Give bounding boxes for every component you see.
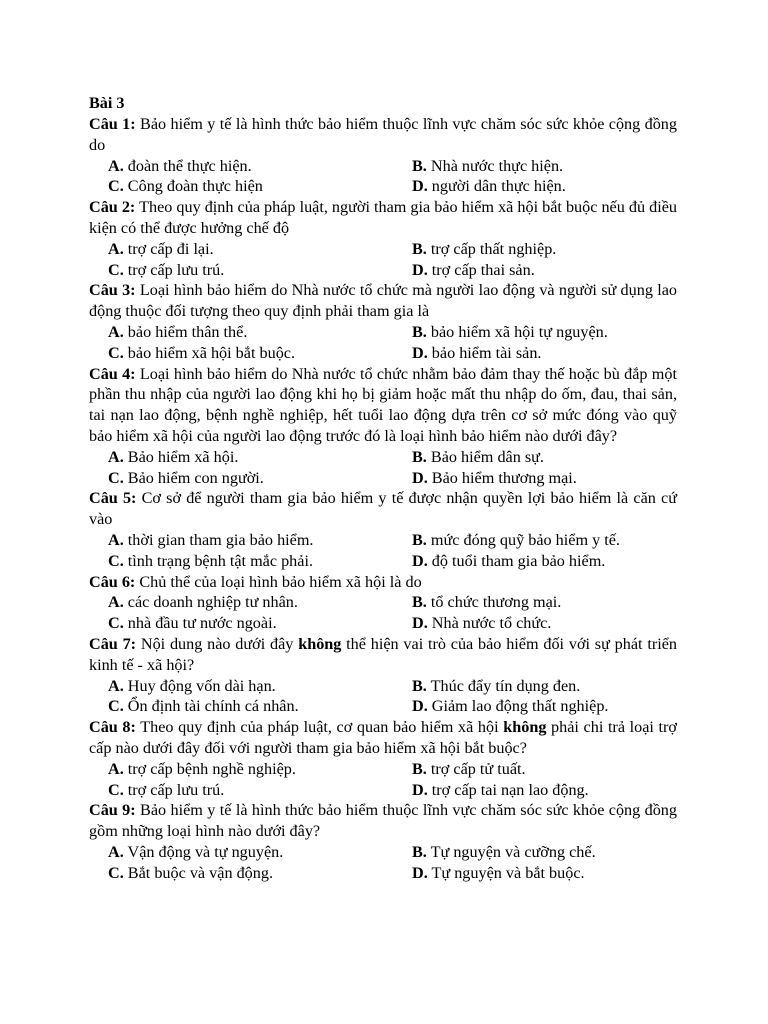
- question-number: Câu 3:: [89, 281, 136, 300]
- option-label: C.: [108, 780, 124, 799]
- question-stem: Bảo hiểm y tế là hình thức bảo hiểm thuộc lĩnh vực chăm sóc sức khỏe cộng đồng do: [89, 115, 677, 154]
- option-label: A.: [108, 593, 124, 612]
- option-text: bảo hiểm xã hội tự nguyện.: [426, 322, 608, 341]
- option-label: B.: [412, 322, 427, 341]
- option-text: Nhà nước tổ chức.: [427, 614, 552, 633]
- answer-option-b: [412, 842, 677, 863]
- question-stem: Cơ sở để người tham gia bảo hiểm y tế được nhận quyền lợi bảo hiểm là căn cứ vào: [89, 489, 677, 529]
- answer-options: [89, 592, 677, 634]
- answer-options: [89, 447, 677, 489]
- option-label: C.: [108, 468, 124, 487]
- option-label: C.: [108, 551, 124, 570]
- question-6: [89, 572, 677, 634]
- answer-options: [89, 530, 677, 572]
- option-text: tình trạng bệnh tật mắc phải.: [123, 551, 313, 570]
- question-text: [89, 114, 677, 156]
- answer-option-d: [412, 696, 677, 717]
- question-2: [89, 197, 677, 280]
- option-text: trợ cấp lưu trú.: [123, 260, 225, 279]
- question-text: [89, 800, 677, 842]
- answer-option-b: [412, 239, 677, 260]
- answer-option-d: [412, 551, 677, 572]
- answer-options: [89, 239, 677, 281]
- question-8: [89, 717, 677, 800]
- question-number: Câu 9:: [89, 801, 136, 820]
- question-text: [89, 197, 677, 239]
- question-number: Câu 5:: [89, 489, 137, 508]
- option-label: A.: [108, 759, 124, 778]
- answer-options: [89, 322, 677, 364]
- answer-option-d: [412, 863, 677, 884]
- question-number: Câu 2:: [89, 198, 136, 217]
- answer-option-d: [412, 176, 677, 197]
- question-text: [89, 488, 677, 530]
- option-text: Nhà nước thực hiện.: [426, 156, 564, 175]
- answer-option-b: [412, 592, 677, 613]
- option-text: thời gian tham gia bảo hiểm.: [123, 530, 314, 549]
- option-text: Ổn định tài chính cá nhân.: [123, 697, 299, 716]
- answer-options: [89, 676, 677, 718]
- option-text: Bắt buộc và vận động.: [123, 863, 274, 882]
- option-label: A.: [108, 676, 124, 695]
- option-label: D.: [412, 780, 428, 799]
- question-stem: Loại hình bảo hiểm do Nhà nước tổ chức mà người lao động và người sử dụng lao động thuộc đối tượng theo quy định phải tham gia là: [89, 281, 677, 321]
- option-label: A.: [108, 530, 124, 549]
- question-stem: thể hiện vai trò của bảo hiểm đối với sự phát triển kinh tế - xã hội?: [89, 634, 677, 674]
- answer-option-c: [89, 343, 412, 364]
- question-text: [89, 364, 677, 447]
- option-label: B.: [412, 239, 427, 258]
- option-label: C.: [108, 177, 124, 196]
- answer-option-c: [89, 260, 412, 281]
- option-label: B.: [412, 530, 427, 549]
- document-page: [89, 93, 677, 883]
- answer-option-c: [89, 613, 412, 634]
- option-label: A.: [108, 239, 124, 258]
- question-stem: Nội dung nào dưới đây: [136, 634, 299, 653]
- option-text: Bảo hiểm dân sự.: [426, 447, 544, 466]
- question-stem: Theo quy định của pháp luật, cơ quan bảo hiểm xã hội: [135, 718, 504, 737]
- option-label: D.: [412, 697, 428, 716]
- question-5: [89, 488, 677, 571]
- question-1: [89, 114, 677, 197]
- option-label: D.: [412, 260, 428, 279]
- answer-options: [89, 156, 677, 198]
- question-number: Câu 6:: [89, 572, 136, 591]
- answer-option-d: [412, 613, 677, 634]
- answer-options: [89, 759, 677, 801]
- option-text: trợ cấp tai nạn lao động.: [427, 780, 589, 799]
- answer-option-b: [412, 676, 677, 697]
- option-text: trợ cấp lưu trú.: [123, 780, 225, 799]
- answer-option-d: [412, 780, 677, 801]
- option-text: trợ cấp bệnh nghề nghiệp.: [123, 759, 296, 778]
- answer-option-a: [89, 447, 412, 468]
- question-9: [89, 800, 677, 883]
- answer-option-d: [412, 343, 677, 364]
- question-stem: Bảo hiểm y tế là hình thức bảo hiểm thuộc lĩnh vực chăm sóc sức khỏe cộng đồng gồm những loại hình nào dưới đây?: [89, 801, 677, 841]
- answer-option-b: [412, 759, 677, 780]
- option-text: trợ cấp thất nghiệp.: [426, 239, 557, 258]
- section-title: Bài 3: [89, 94, 125, 112]
- option-text: Công đoàn thực hiện: [123, 177, 263, 196]
- question-stem: Chủ thể của loại hình bảo hiểm xã hội là do: [135, 572, 422, 591]
- option-text: Tự nguyện và cưỡng chế.: [426, 842, 596, 861]
- option-text: nhà đầu tư nước ngoài.: [123, 614, 277, 633]
- option-text: bảo hiểm thân thể.: [123, 322, 248, 341]
- option-label: D.: [412, 343, 428, 362]
- answer-option-b: [412, 322, 677, 343]
- answer-options: [89, 842, 677, 884]
- option-text: trợ cấp tử tuất.: [426, 759, 526, 778]
- option-label: D.: [412, 614, 428, 633]
- option-text: các doanh nghiệp tư nhân.: [123, 593, 298, 612]
- answer-option-d: [412, 468, 677, 489]
- option-text: Huy động vốn dài hạn.: [123, 676, 276, 695]
- answer-option-a: [89, 842, 412, 863]
- option-text: Giảm lao động thất nghiệp.: [427, 697, 609, 716]
- answer-option-c: [89, 551, 412, 572]
- question-text: [89, 717, 677, 759]
- option-label: B.: [412, 676, 427, 695]
- question-4: [89, 364, 677, 489]
- option-label: D.: [412, 177, 428, 196]
- answer-option-a: [89, 530, 412, 551]
- option-label: C.: [108, 343, 124, 362]
- answer-option-a: [89, 759, 412, 780]
- option-label: C.: [108, 614, 124, 633]
- answer-option-a: [89, 676, 412, 697]
- question-stem: Theo quy định của pháp luật, người tham gia bảo hiểm xã hội bắt buộc nếu đủ điều kiện có thể được hưởng chế độ: [89, 198, 677, 237]
- option-label: B.: [412, 447, 427, 466]
- option-text: người dân thực hiện.: [427, 177, 566, 196]
- answer-option-c: [89, 176, 412, 197]
- answer-option-a: [89, 592, 412, 613]
- answer-option-a: [89, 156, 412, 177]
- question-stem: Loại hình bảo hiểm do Nhà nước tổ chức nhằm bảo đảm thay thế hoặc bù đắp một phần thu nhập của người lao động khi họ bị giảm hoặc mất thu nhập do ốm, đau, thai sản, tai nạn lao động, bệnh nghề nghiệp, hết tuổi lao động dựa trên cơ sở mức đóng vào quỹ bảo hiểm xã hội của người lao động trước đó là loại hình bảo hiểm nào dưới đây?: [89, 364, 677, 445]
- option-label: D.: [412, 863, 428, 882]
- emphasis-text: không: [298, 634, 342, 653]
- answer-option-a: [89, 322, 412, 343]
- option-text: Vận động và tự nguyện.: [123, 842, 284, 861]
- option-text: trợ cấp đi lại.: [123, 239, 214, 258]
- option-text: mức đóng quỹ bảo hiểm y tế.: [426, 530, 620, 549]
- option-label: B.: [412, 842, 427, 861]
- answer-option-c: [89, 696, 412, 717]
- option-text: Tự nguyện và bắt buộc.: [427, 863, 585, 882]
- question-7: [89, 634, 677, 717]
- question-number: Câu 8:: [89, 718, 136, 737]
- question-text: [89, 634, 677, 676]
- option-label: C.: [108, 260, 124, 279]
- question-text: [89, 280, 677, 322]
- option-text: Bảo hiểm thương mại.: [427, 468, 577, 487]
- question-number: Câu 7:: [89, 634, 137, 653]
- question-number: Câu 4:: [89, 364, 136, 383]
- answer-option-c: [89, 863, 412, 884]
- option-text: Thúc đẩy tín dụng đen.: [426, 676, 581, 695]
- answer-option-d: [412, 260, 677, 281]
- option-text: trợ cấp thai sản.: [427, 260, 535, 279]
- option-label: D.: [412, 468, 428, 487]
- answer-option-b: [412, 447, 677, 468]
- answer-option-b: [412, 156, 677, 177]
- option-label: A.: [108, 156, 124, 175]
- option-text: đoàn thể thực hiện.: [123, 156, 252, 175]
- question-3: [89, 280, 677, 363]
- answer-option-c: [89, 468, 412, 489]
- answer-option-b: [412, 530, 677, 551]
- option-label: A.: [108, 322, 124, 341]
- option-label: D.: [412, 551, 428, 570]
- question-stem: phải chi trả loại trợ cấp nào dưới đây đối với người tham gia bảo hiểm xã hội bắt buộc?: [89, 718, 677, 757]
- option-label: A.: [108, 842, 124, 861]
- option-label: B.: [412, 759, 427, 778]
- option-text: Bảo hiểm xã hội.: [123, 447, 239, 466]
- question-list: [89, 114, 677, 883]
- answer-option-c: [89, 780, 412, 801]
- option-text: bảo hiểm tài sản.: [427, 343, 542, 362]
- option-label: C.: [108, 863, 124, 882]
- answer-option-a: [89, 239, 412, 260]
- emphasis-text: không: [503, 718, 547, 737]
- option-text: bảo hiểm xã hội bắt buộc.: [123, 343, 296, 362]
- question-number: Câu 1:: [89, 115, 136, 133]
- option-label: C.: [108, 697, 124, 716]
- option-text: độ tuổi tham gia bảo hiểm.: [427, 551, 606, 570]
- question-text: [89, 572, 677, 593]
- option-text: tổ chức thương mại.: [426, 593, 562, 612]
- option-label: B.: [412, 156, 427, 175]
- option-text: Bảo hiểm con người.: [123, 468, 264, 487]
- option-label: B.: [412, 593, 427, 612]
- option-label: A.: [108, 447, 124, 466]
